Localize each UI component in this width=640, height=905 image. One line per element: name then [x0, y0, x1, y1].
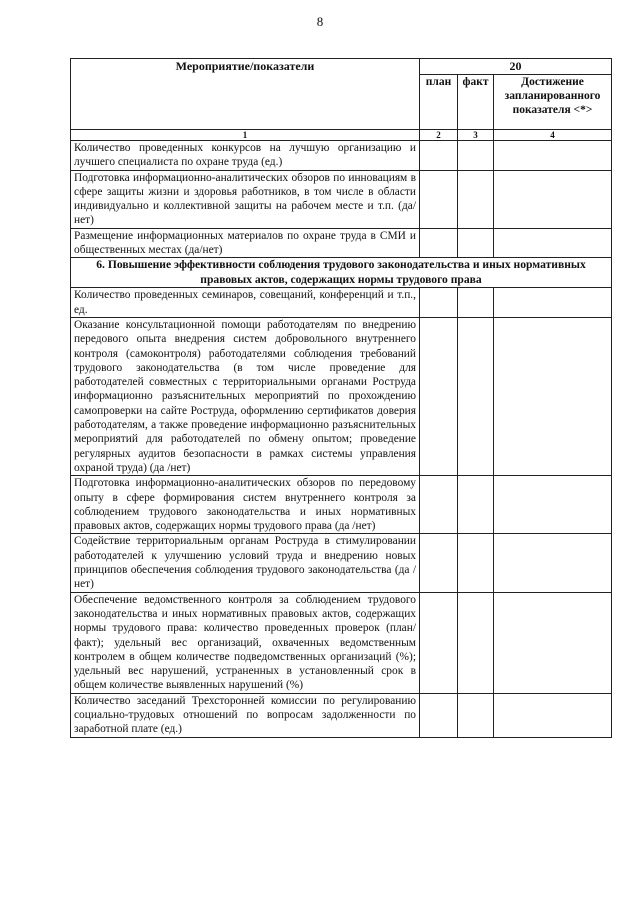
fact-cell	[458, 288, 494, 318]
fact-cell	[458, 592, 494, 693]
fact-cell	[458, 693, 494, 737]
plan-cell	[420, 534, 458, 592]
header-fact: факт	[458, 75, 494, 130]
table-row	[71, 693, 612, 737]
table-row	[71, 170, 612, 228]
plan-cell	[420, 288, 458, 318]
col-number: 1	[71, 130, 420, 141]
achievement-cell	[494, 476, 612, 534]
plan-cell	[420, 693, 458, 737]
row-text: Содействие территориальным органам Роструда в стимулировании работодателей к улучшению условий труда и внедрению новых принципов обеспечения соблюдения трудового законодательства (да /нет)	[71, 534, 420, 592]
measures-table	[70, 58, 612, 738]
plan-cell	[420, 228, 458, 258]
achievement-cell	[494, 228, 612, 258]
table-row	[71, 228, 612, 258]
fact-cell	[458, 476, 494, 534]
row-text: Подготовка информационно-аналитических обзоров по инновациям в сфере защиты жизни и здоровья работников, в том числе в области индивидуально и коллективной защиты на рабочем месте и т.п. (да/нет)	[71, 170, 420, 228]
fact-cell	[458, 317, 494, 475]
achievement-cell	[494, 170, 612, 228]
plan-cell	[420, 317, 458, 475]
page-number: 8	[316, 14, 324, 29]
achievement-cell	[494, 693, 612, 737]
achievement-cell	[494, 288, 612, 318]
table-row	[71, 141, 612, 171]
achievement-cell	[494, 592, 612, 693]
plan-cell	[420, 141, 458, 171]
col-number: 3	[458, 130, 494, 141]
row-text: Подготовка информационно-аналитических обзоров по передовому опыту в сфере формирования систем внутреннего контроля за соблюдением трудового законодательства и иных нормативных правовых актов, содержащих нормы трудового права (да /нет)	[71, 476, 420, 534]
table-row	[71, 288, 612, 318]
header-achievement: Достижение запланированного показателя <*>	[494, 75, 612, 130]
table-row	[71, 592, 612, 693]
plan-cell	[420, 476, 458, 534]
col-number: 4	[494, 130, 612, 141]
fact-cell	[458, 534, 494, 592]
fact-cell	[458, 228, 494, 258]
achievement-cell	[494, 534, 612, 592]
row-text: Количество проведенных семинаров, совещаний, конференций и т.п., ед.	[71, 288, 420, 318]
fact-cell	[458, 170, 494, 228]
header-measure: Мероприятие/показатели	[71, 59, 420, 130]
header-plan: план	[420, 75, 458, 130]
row-text: Количество проведенных конкурсов на лучшую организацию и лучшего специалиста по охране труда (ед.)	[71, 141, 420, 171]
achievement-cell	[494, 317, 612, 475]
section-heading: 6. Повышение эффективности соблюдения трудового законодательства и иных нормативных правовых актов, содержащих нормы трудового права	[71, 258, 612, 288]
table-row	[71, 317, 612, 475]
row-text: Оказание консультационной помощи работодателям по внедрению передового опыта внедрения систем добровольного внутреннего контроля (самоконтроля) работодателями соблюдения требований трудового законодательства (в том числе проведение для работодателей совместных с территориальными органами Роструда информационно разъяснительных мероприятий по прохождению самопроверки на сайте Роструда, оформлению сертификатов доверия работодателям, а также проведение информационно разъяснительных мероприятий для работодателей по обмену опытом; проведение регулярных аудитов безопасности в рамках системы управления охраной труда) (да /нет)	[71, 317, 420, 475]
row-text: Обеспечение ведомственного контроля за соблюдением трудового законодательства и иных нормативных правовых актов, содержащих нормы трудового права: количество проведенных проверок (план/факт); удельный вес организаций, охваченных ведомственным контролем в общем количестве подведомственных организаций (%); удельный вес нарушений, устраненных в установленный срок в общем количестве выявленных нарушений (%)	[71, 592, 420, 693]
header-year: 20	[420, 59, 612, 75]
achievement-cell	[494, 141, 612, 171]
table-row	[71, 476, 612, 534]
plan-cell	[420, 170, 458, 228]
row-text: Размещение информационных материалов по охране труда в СМИ и общественных местах (да/нет)	[71, 228, 420, 258]
row-text: Количество заседаний Трехсторонней комиссии по регулированию социально-трудовых отношений по вопросам задолженности по заработной плате (ед.)	[71, 693, 420, 737]
table-row	[71, 534, 612, 592]
plan-cell	[420, 592, 458, 693]
fact-cell	[458, 141, 494, 171]
col-number: 2	[420, 130, 458, 141]
section-row	[71, 258, 612, 288]
